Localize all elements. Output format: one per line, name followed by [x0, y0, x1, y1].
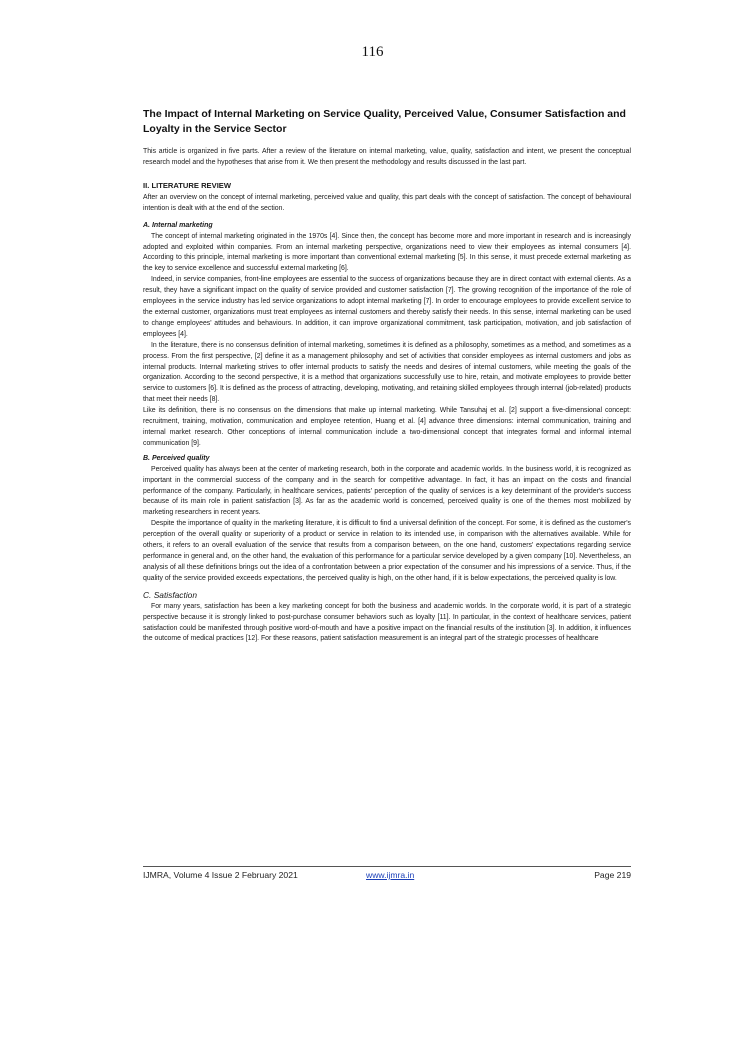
footer-website-link[interactable]: www.ijmra.in	[366, 870, 415, 880]
paragraph-internal-marketing-1: The concept of internal marketing originated in the 1970s [4]. Since then, the concept has become more and more important in research and is increasingly adopted and exploited within companies. From an internal marketing perspective, organizations need to view their employees as internal consumers [4]. According to this principle, internal marketing is more important than conventional external marketing [5]. In this sense, it must precede external marketing as the key to service excellence and successful external marketing [6].	[143, 232, 631, 273]
section-heading-literature-review: II. LITERATURE REVIEW	[143, 180, 232, 190]
footer-journal-info: IJMRA, Volume 4 Issue 2 February 2021	[143, 870, 298, 880]
paragraph-internal-marketing-4: Like its definition, there is no consensus on the dimensions that make up internal marketing. While Tansuhaj et al. [2] support a five-dimensional concept: recruitment, training, motivation, communication and employee retention, Huang et al. [4] advance three dimensions: internal communication, training and internal market research. Other conceptions of internal communication include a two-dimensional concept that integrates formal and informal internal communication [9].	[143, 407, 631, 447]
subsection-heading-perceived-quality: B. Perceived quality	[143, 454, 210, 462]
article-title: The Impact of Internal Marketing on Service Quality, Perceived Value, Consumer Satisfaction and Loyalty in the Service Sector	[143, 108, 626, 135]
page-number: 116	[361, 44, 384, 60]
paragraph-internal-marketing-3: In the literature, there is no consensus definition of internal marketing, sometimes it is defined as a philosophy, sometimes as a method, and sometimes as a process. From the first perspective, [2] define it as a management philosophy and set of activities that consider employees as internal customers and jobs as internal products. Internal marketing strives to offer internal products to satisfy the needs and desires of internal customers, while meeting the goals of the organization. According to the second perspective, it is a method that organizations successfully use to hire, retain, and motivate employees to provide better service to customers [6]. It is defined as the process of attracting, developing, motivating, and retaining skilled employees through internal (job-related) products that meet their needs [8].	[143, 341, 631, 404]
paragraph-perceived-quality-2: Despite the importance of quality in the marketing literature, it is difficult to find a universal definition of the concept. For some, it is defined as the customer's perception of the overall quality or superiority of a product or service in relation to its intended use, in comparison with the alternatives available. While for others, it refers to an overall evaluation of the service that results from a comparison between, on the one hand, customers' expectations regarding service performance in general and, on the other hand, the evaluation of this performance for a particular service developed by a given company [10]. Nevertheless, an analysis of all these definitions brings out the idea of a confrontation between a prior expectation of the consumer and his impressions of a service. Thus, if the quality of the service provided exceeds expectations, the perceived quality is high, on the other hand, if it is below expectations, the perceived quality is low.	[143, 520, 631, 582]
subsection-heading-internal-marketing: A. Internal marketing	[143, 221, 213, 229]
intro-paragraph: This article is organized in five parts. After a review of the literature on internal marketing, value, quality, satisfaction and intent, we present the conceptual research model and the hypotheses that arise from it. We then present the methodology and results discussed in the last part.	[143, 148, 631, 166]
subsection-heading-satisfaction: C. Satisfaction	[143, 589, 197, 600]
paragraph-perceived-quality-1: Perceived quality has always been at the center of marketing research, both in the corporate and academic worlds. In the business world, it is recognized as important in the commercial success of the company and in the search for competitive advantage. In fact, it has an impact on the costs and financial performance of the company. Particularly, in healthcare services, patients' perception of the quality of services is a key determinant of the provider's success because of its main role in patient satisfaction [3]. As far as the academic world is concerned, perceived quality is one of the themes most mobilized by marketing researchers in recent years.	[143, 465, 631, 517]
article-body	[143, 107, 631, 645]
paragraph-satisfaction-1: For many years, satisfaction has been a key marketing concept for both the business and academic worlds. In the corporate world, it is part of a strategic perspective because it is strongly linked to post-purchase consumer behaviors such as loyalty [11]. In particular, in the context of healthcare services, patient satisfaction could be manifested through positive word-of-mouth and have a positive impact on the financial results of the institution [3]. In addition, it influences the outcome of medical practices [12]. For these reasons, patient satisfaction measurement is an integral part of the strategic processes of healthcare	[143, 602, 631, 643]
footer-page-number: Page 219	[594, 870, 631, 880]
paragraph-internal-marketing-2: Indeed, in service companies, front-line employees are essential to the success of organizations because they are in direct contact with external clients. As a result, they have a significant impact on the quality of service provided and customer satisfaction [7]. The growing recognition of the importance of the role of employees in the service industry has led service organizations to adopt internal marketing [7]. In order to encourage employees to provide excellent service to the external customer, organizations must treat employees as internal customers and thereby satisfy their needs. In this sense, internal marketing can be used to change employees' attitudes and behaviours. In addition, it can improve organizational commitment, task participation, motivation, and job satisfaction of employees [4].	[143, 276, 631, 338]
section-intro-paragraph: After an overview on the concept of internal marketing, perceived value and quality, this part deals with the concept of satisfaction. The concept of behavioural intention is dealt with at the end of the section.	[143, 193, 631, 212]
page-footer	[143, 866, 631, 880]
